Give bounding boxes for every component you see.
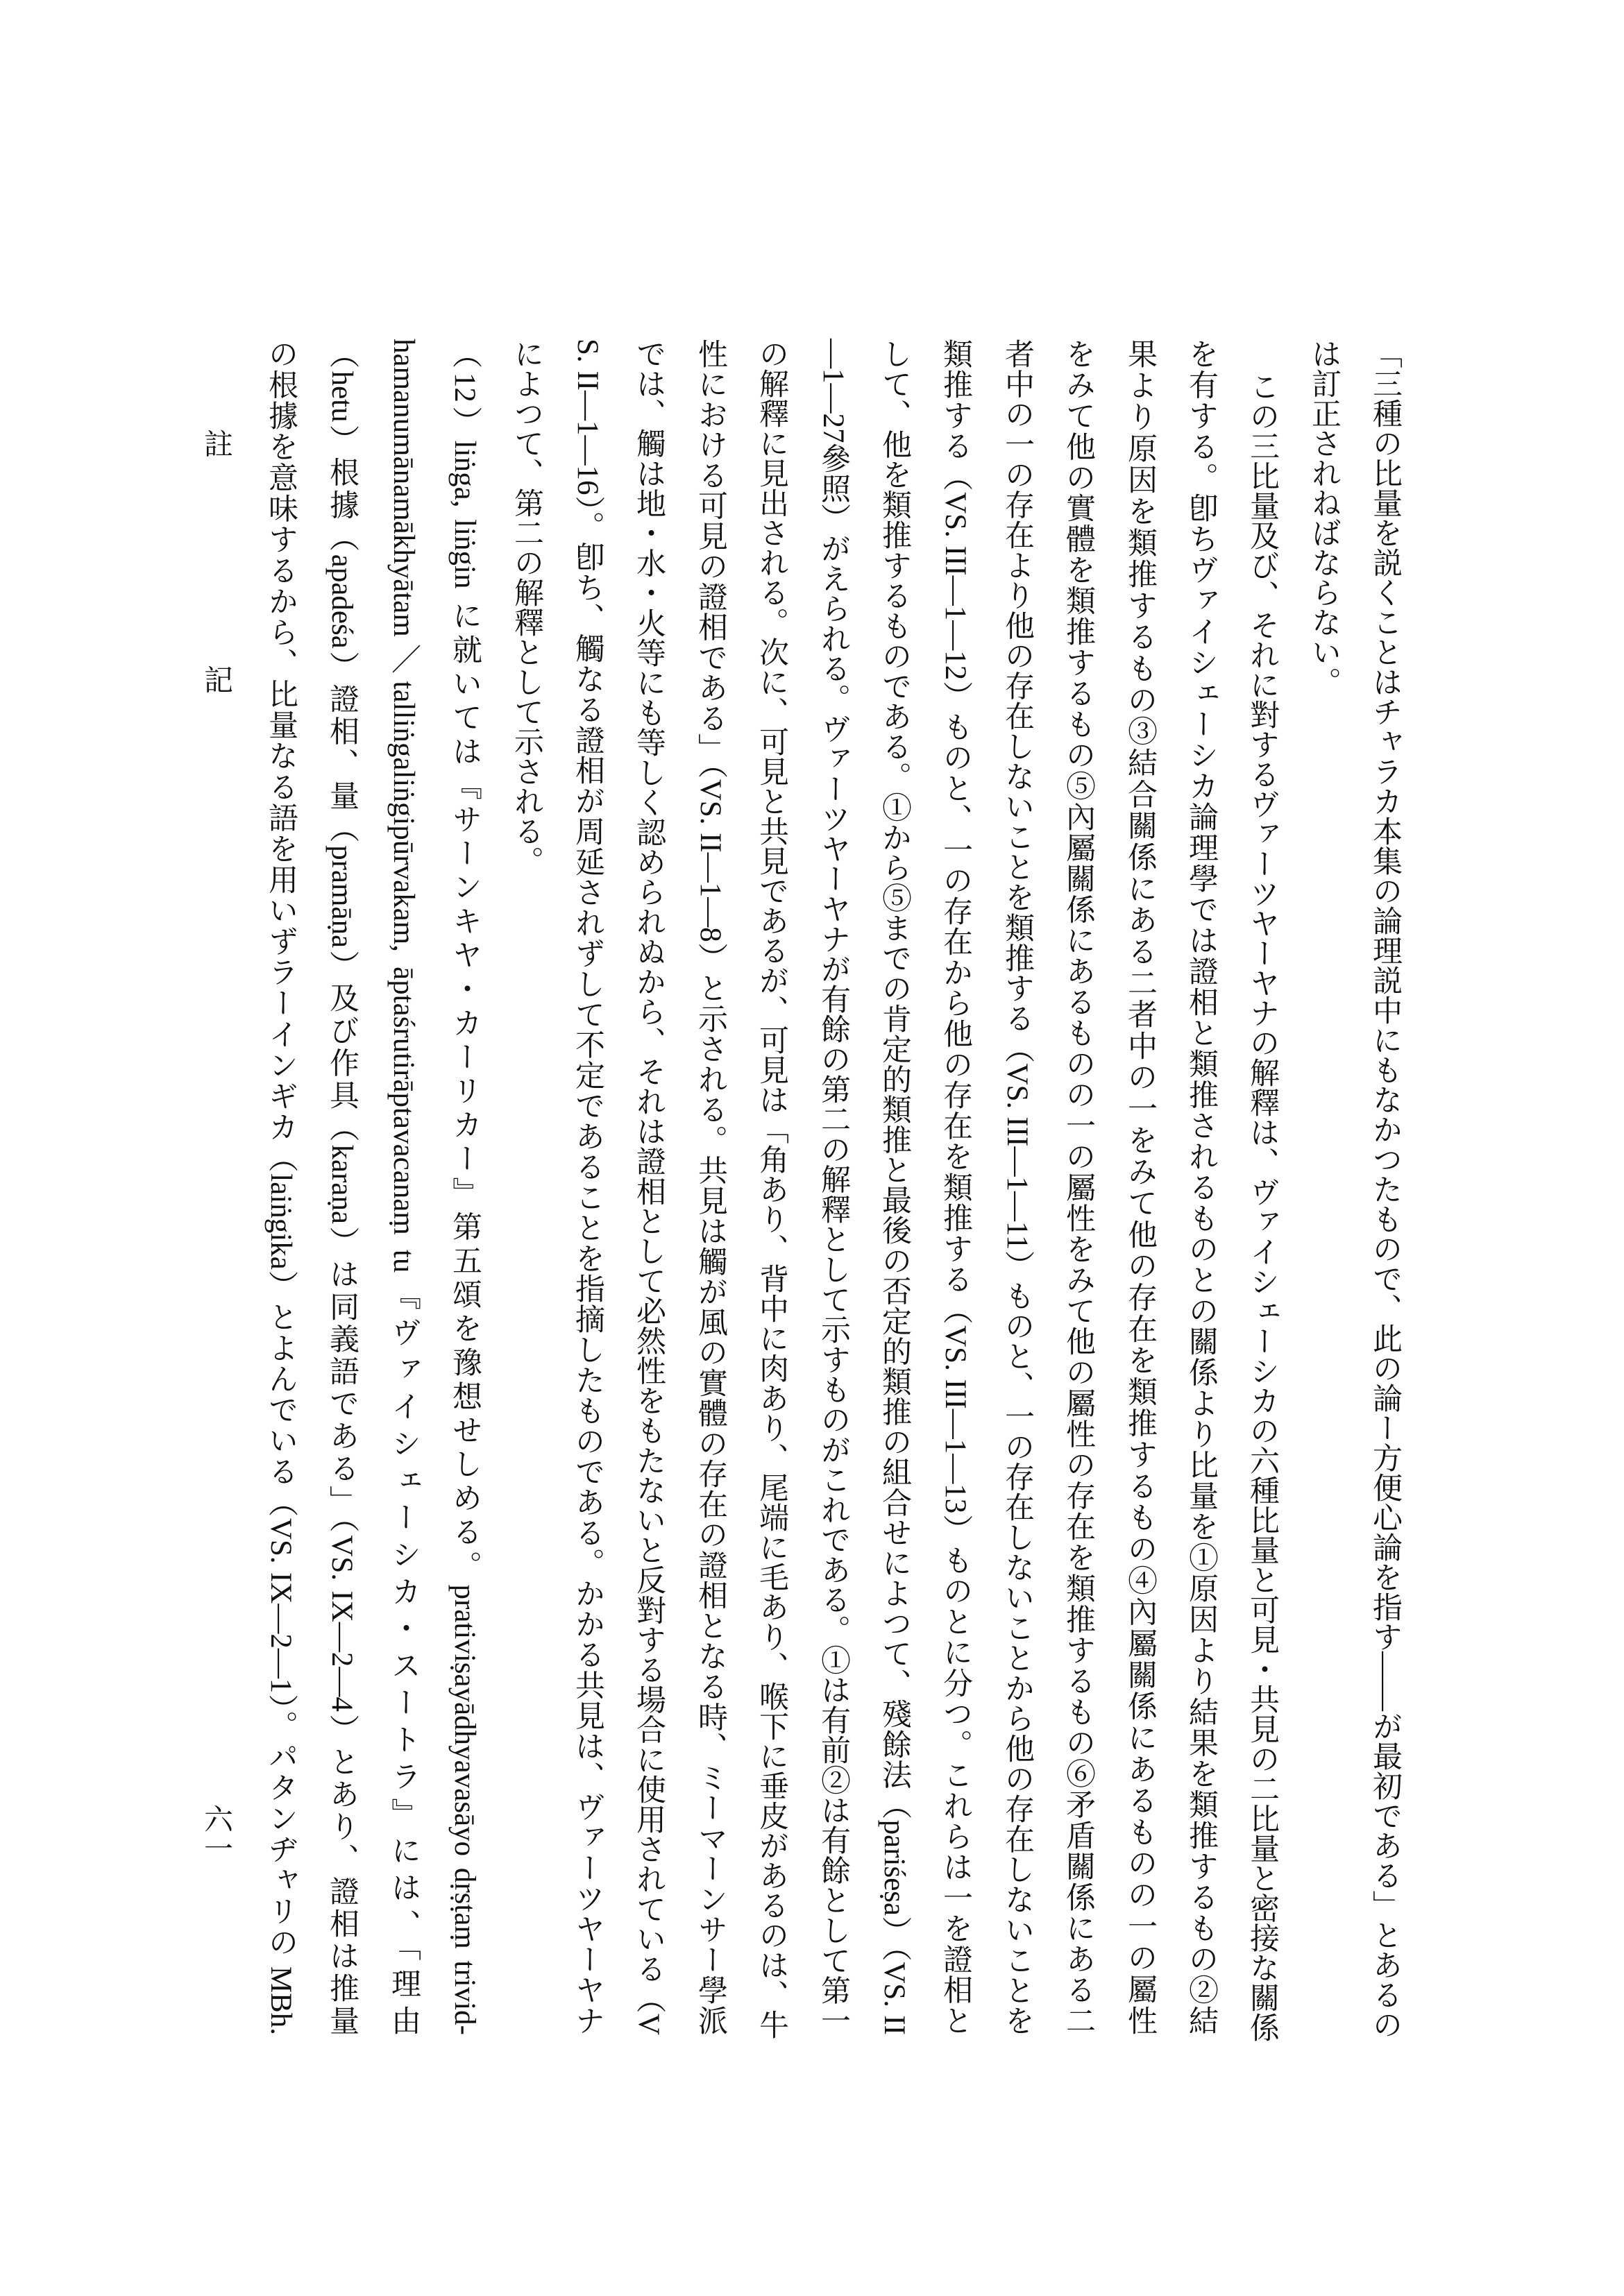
text-column-10: —1—27參照）がえられる。ヴァーツヤーヤナが有餘の第二の解釋として示すものがこれである。①は有前②は有餘として第一 bbox=[817, 339, 849, 2036]
text-column-18: （hetu）根據（apadeśa）證相、量（pramāṇa）及び作具（karaṇa）は同義語である」（VS. IX—2—4）とあり、證相は推量 bbox=[325, 339, 358, 2035]
text-column-14: S. II—1—16）。卽ち、觸なる證相が周延されずして不定であることを指摘したものである。かかる共見は、ヴァーツヤーヤナ bbox=[571, 339, 604, 2035]
text-column-4: を有する。卽ちヴァイシェーシカ論理學では證相と類推されるものとの關係より比量を①原因より結果を類推するもの②結 bbox=[1185, 339, 1217, 2035]
text-column-2: は訂正されねばならない。 bbox=[1308, 339, 1340, 697]
running-head-right: 記 bbox=[200, 665, 232, 694]
text-column-1: 「三種の比量を説くことはチャラカ本集の論理説中にもなかつたもので、此の論ー方便心論を指す——が最初である」とあるの bbox=[1369, 339, 1401, 2039]
text-column-7: 者中の一の存在より他の存在しないことを類推する（VS. III—1—11）ものと、一の存在しないことから他の存在しないことを bbox=[1001, 339, 1033, 2035]
text-column-16: （12）liṅga, liṅgin に就いては『サーンキヤ・カーリカー』第五頌を豫想せしめる。prativiṣayādhyavasāyo dṛṣṭaṃ trivid- bbox=[448, 339, 481, 2035]
page-number: 六一 bbox=[200, 1804, 232, 1862]
text-column-9: して、他を類推するものである。①から⑤までの肯定的類推と最後の否定的類推の組合せによつて、殘餘法（pariśeṣa）（VS. II bbox=[878, 339, 911, 2035]
text-column-3: この三比量及び、それに對するヴァーツヤーヤナの解釋は、ヴァイシェーシカの六種比量と可見・共見の二比量と密接な關係 bbox=[1246, 371, 1278, 2042]
text-column-8: 類推する（VS. III—1—12）ものと、一の存在から他の存在を類推する（VS. III—1—13）ものとに分つ。これらは一を證相と bbox=[939, 339, 972, 2035]
text-column-15: によつて、第二の解釋として示される。 bbox=[510, 339, 543, 876]
text-column-17: hamanumānamākhyātam／talliṅgaliṅgipūrvakam, āptaśrutirāptavacanaṃ tu『ヴァイシェーシカ・スートラ』には、「理由 bbox=[387, 339, 420, 2035]
text-column-5: 果より原因を類推するもの③結合關係にある二者中の一をみて他の存在を類推するもの④內屬關係にあるものの一の屬性 bbox=[1124, 339, 1156, 2036]
text-column-11: の解釋に見出される。次に、可見と共見であるが、可見は「角あり、背中に肉あり、尾端に毛あり、喉下に垂皮があるのは、牛 bbox=[755, 339, 788, 2039]
text-column-6: をみて他の實體を類推するもの⑤內屬關係にあるものの一の屬性をみて他の屬性の存在を類推するもの⑥矛盾關係にある二 bbox=[1062, 339, 1094, 2035]
text-column-13: では、觸は地・水・火等にも等しく認められぬから、それは證相として必然性をもたないと反對する場合に使用されている（V bbox=[632, 339, 665, 2035]
text-column-12: 性における可見の證相である」（VS. II—1—8）と示される。共見は觸が風の實體の存在の證相となる時、ミーマーンサー學派 bbox=[694, 339, 727, 2035]
text-column-19: の根據を意味するから、比量なる語を用いずラーインギカ（laiṅgika）とよんでいる（VS. IX—2—1）。パタンヂャリの MBh. bbox=[264, 339, 297, 2035]
running-head-left: 註 bbox=[200, 429, 232, 458]
